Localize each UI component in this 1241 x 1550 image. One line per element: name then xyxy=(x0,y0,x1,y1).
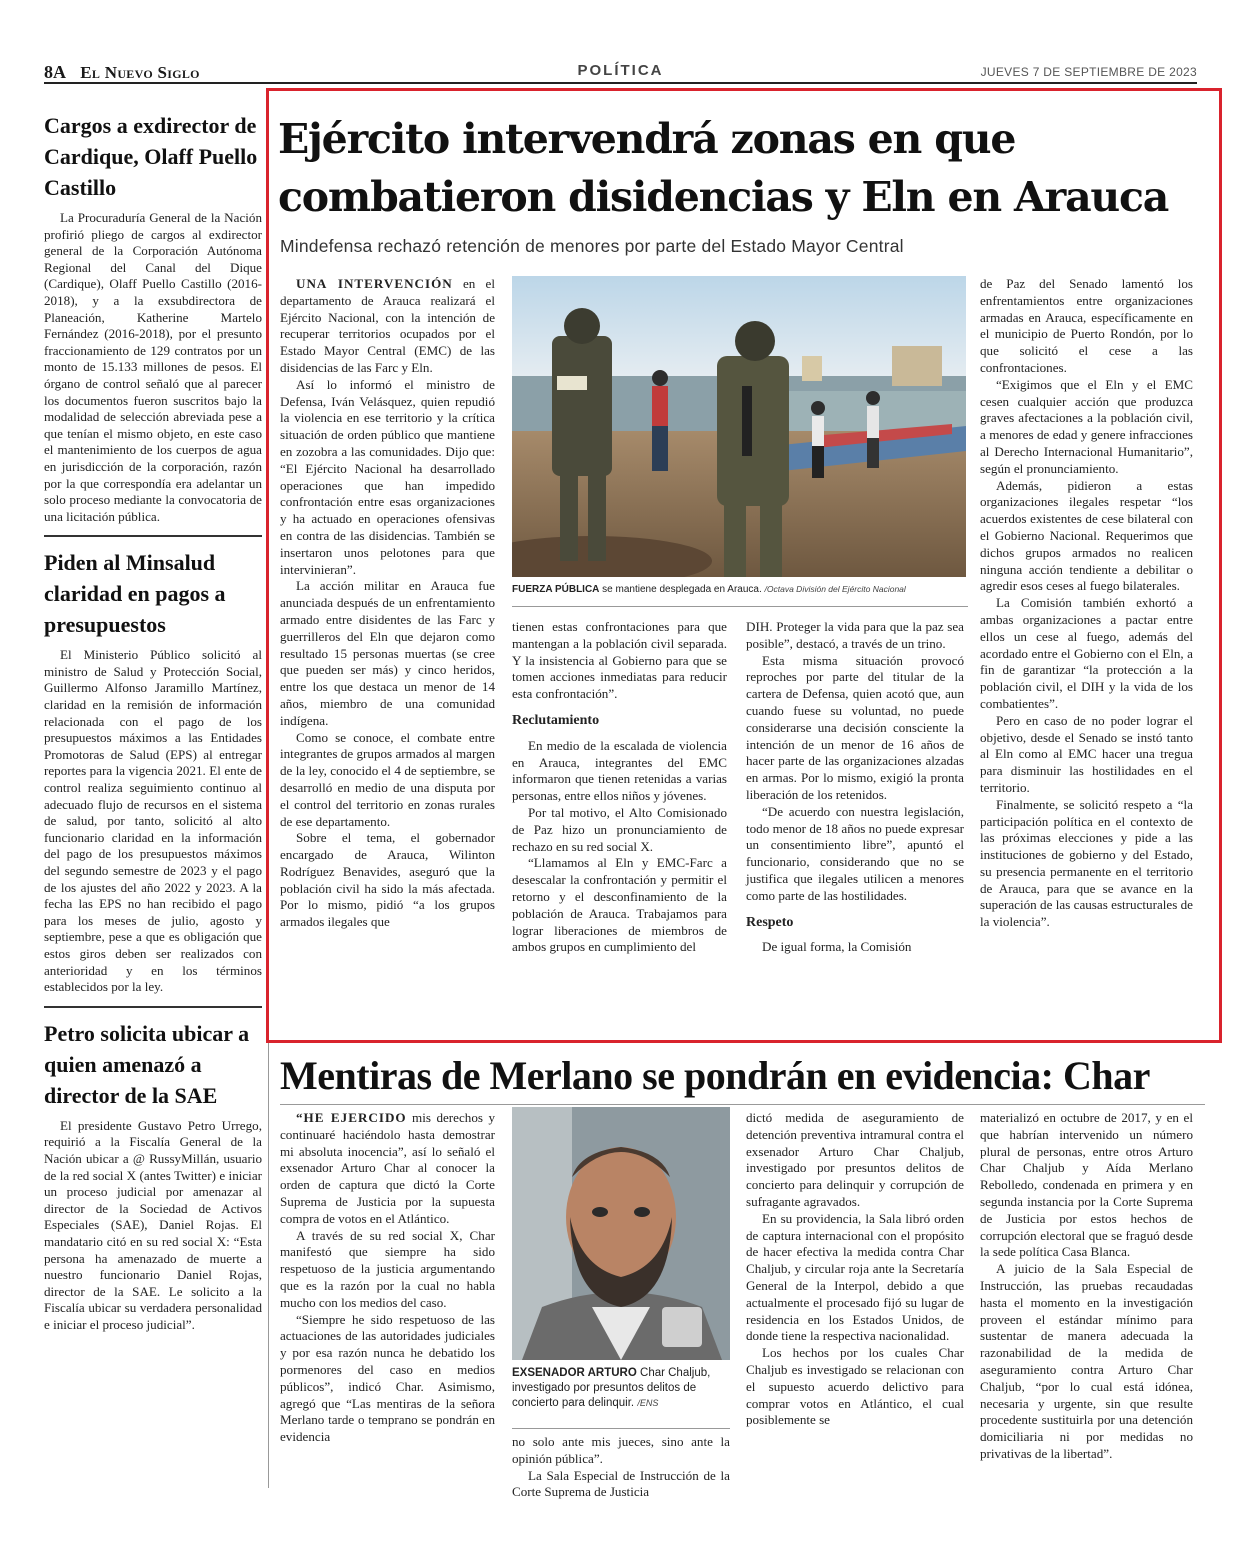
brief-article xyxy=(44,547,262,995)
brief-title: Cargos a exdirector de Cardique, Olaff Puello Castillo xyxy=(44,113,258,200)
article-paragraph xyxy=(280,1312,495,1446)
main-column-3 xyxy=(746,619,964,956)
article-paragraph xyxy=(280,1110,495,1228)
article-paragraph xyxy=(280,730,495,831)
article-paragraph xyxy=(280,1228,495,1312)
paragraph-text: De igual forma, la Comisión xyxy=(762,939,912,955)
article-paragraph xyxy=(746,619,964,653)
article-paragraph xyxy=(512,1434,730,1468)
article-paragraph xyxy=(980,1261,1193,1463)
article-paragraph xyxy=(280,578,495,729)
caption-divider xyxy=(512,1428,730,1429)
brief-body: El presidente Gustavo Petro Urrego, requirió a la Fiscalía General de la Nación ubicar a @ RussyMillán, usuario de la red social X (antes Twitter) e iniciar un proceso judicial por amenazar al director de la Sociedad de Activos Especiales (SAE), Daniel Rojas. El mandatario citó en su red social X: “Esta persona ha amenazado de muerte a nuestro funcionario Daniel Rojas, director de la SAE. Le solicito a la Fiscalía ubicar su verdadera personalidad e iniciar el proceso judicial”. xyxy=(44,1117,262,1332)
paragraph-text: en el departamento de Arauca realizará el Ejército Nacional, con la intención de recuperar territorios ocupados por el Estado Mayor Central (EMC) de las disidencias de las Farc y Eln. xyxy=(280,276,495,375)
paragraph-text: A través de su red social X, Char manifestó que siempre ha sido respetuoso de la justicia argumentando que es la razón por la cual no habla mucho con los medios del caso. xyxy=(280,1227,495,1310)
paragraph-text: En su providencia, la Sala libró orden de captura internacional con el propósito de hacer efectiva la medida contra Char Chaljub, y circular roja ante la Secretaría General de la Interpol, debido a que actualmente el procesado fijó su lugar de residencia en los Estados Unidos, de donde tiene la respectiva nacionalidad. xyxy=(746,1210,964,1344)
paragraph-text: Así lo informó el ministro de Defensa, Iván Velásquez, quien repudió la violencia en ese territorio y la crítica situación de orden público que mantiene en zozobra a las comunidades. Dijo que: “El Ejército Nacional ha desarrollado operaciones que han impedido confrontación entre esas organizaciones y ha actuado en operaciones ofensivas en contra de las disidencias. También se insertaron unos pelotones para que intervinieran”. xyxy=(280,376,495,577)
brief-body: El Ministerio Público solicitó al ministro de Salud y Protección Social, Guillermo Alfonso Jaramillo Martínez, claridad en la remisión de información relacionada con el pago de los presupuestos máximos a las Entidades Promotoras de Salud (EPS) al entregar reportes para la vigencia 2021. El ente de control realiza seguimiento continuo al adecuado flujo de recursos en el sistema de salud, por tanto, solicitó al alto funcionario claridad en la información del pago de los presupuestos máximos del segundo semestre de 2023 y el pago de los ajustes del año 2022 y 2023. A la fecha las EPS no han recibido el pago para los meses de julio, agosto y septiembre, pese a que es obligación que estos giros deben ser realizados con anterioridad y en los términos establecidos por la ley. xyxy=(44,647,262,995)
section-subheading: Reclutamiento xyxy=(512,712,600,728)
paragraph-text: Además, pidieron a estas organizaciones ilegales respetar “los acuerdos existentes de cese bilateral con el Gobierno Nacional. Requerimos que dichos grupos armados no realicen ninguna acción tendiente a debilitar o agredir esos ceses al fuego bilaterales. xyxy=(980,477,1193,594)
brief-body: La Procuraduría General de la Nación profirió pliego de cargos al exdirector general de la Corporación Autónoma Regional del Canal del Dique (Cardique), Olaff Puello Castillo (2016-2018), y a la exsubdirectora de Planeación, Katherine Martelo Fernández (2016-2018), por el presunto fraccionamiento de 129 contratos por un monto de 15.133 millones de pesos. El órgano de control señaló que al parecer los documentos fueron suscritos bajo la modalidad de selección abreviada pese a que tenían el mismo objeto, en este caso el mantenimiento de los cuerpos de agua en jurisdicción de la corporación, razón por la que correspondía era adelantar un solo proceso mediante la convocatoria de una licitación pública. xyxy=(44,210,262,524)
paragraph-text: La acción militar en Arauca fue anunciada después de un enfrentamiento armado entre disidentes de las Farc y guerrilleros del Eln que dejaron como resultado 15 personas muertas (se cree que pueden ser más) y cinco heridos, entre los que destaca un menor de 14 años, miembro de una comunidad indígena. xyxy=(280,578,495,728)
brief-divider xyxy=(44,535,262,537)
article-paragraph xyxy=(280,276,495,377)
main-headline: Ejército intervendrá zonas en que combatieron disidencias y Eln en Arauca xyxy=(278,115,1169,221)
article-paragraph xyxy=(980,478,1193,596)
page-number: 8A xyxy=(44,62,66,82)
issue-date: JUEVES 7 DE SEPTIEMBRE DE 2023 xyxy=(980,65,1197,79)
paragraph-text: En medio de la escalada de violencia en Arauca, integrantes del EMC informaron que tienen retenidas a varias personas, entre ellos niños y jóvenes. xyxy=(512,737,727,804)
main-column-2 xyxy=(512,619,727,956)
article-paragraph xyxy=(980,1110,1193,1261)
main-subheadline: Mindefensa rechazó retención de menores por parte del Estado Mayor Central xyxy=(280,236,904,256)
brief-title: Piden al Minsalud claridad en pagos a presupuestos xyxy=(44,550,226,638)
second-column-2 xyxy=(512,1434,730,1501)
masthead xyxy=(44,62,1197,84)
paragraph-text: Como se conoce, el combate entre integrantes de grupos armados al margen de la ley, conocido el 4 de septiembre, se desarrolló en medio de una disputa por el control del territorio en zonas rurales de ese departamento. xyxy=(280,729,495,829)
newspaper-name: El Nuevo Siglo xyxy=(80,63,200,82)
article-paragraph xyxy=(512,805,727,855)
article-paragraph xyxy=(512,619,727,703)
second-column-1 xyxy=(280,1110,495,1446)
paragraph-text: La Comisión también exhortó a ambas organizaciones a pactar entre ellos un cese al fuego, además del acordado entre el Gobierno con el Eln, a fin de garantizar “la protección a la población civil, el DIH y la vida de los combatientes”. xyxy=(980,595,1193,711)
paragraph-text: Esta misma situación provocó reproches por parte del titular de la cartera de Defensa, quien acotó que, aun cuando fuese su voluntad, no puede considerarse una decisión consciente la intención de un menor de 16 años de hacer parte de las organizaciones alzadas en armas. Por lo mismo, exigió la pronta liberación de los retenidos. xyxy=(746,652,964,802)
article-paragraph xyxy=(980,797,1193,931)
paragraph-text: materializó en octubre de 2017, y en el que habrían intervenido un número plural de personas, entre otros Arturo Char Chaljub y Aída Merlano Rebolledo, condenada en primera y en segunda instancia por la Corte Suprema de Justicia por estos hechos de corrupción electoral que se fraguó desde la sede política Casa Blanca. xyxy=(980,1110,1193,1260)
second-column-4 xyxy=(980,1110,1193,1463)
paragraph-text: “De acuerdo con nuestra legislación, todo menor de 18 años no puede expresar un consentimiento libre”, apuntó el funcionario, considerando que no se justifica que ilegales utilicen a menores como parte de las hostilidades. xyxy=(746,803,964,903)
portrait-photo xyxy=(512,1107,730,1360)
article-paragraph xyxy=(746,1211,964,1345)
paragraph-text: La Sala Especial de Instrucción de la Corte Suprema de Justicia xyxy=(512,1467,730,1500)
brief-divider xyxy=(44,1006,262,1008)
paragraph-text: “Siempre he sido respetuoso de las actuaciones de las autoridades judiciales y por esa razón nunca he debatido los pormenores del caso en medios públicos”, indicó Char. Asimismo, agregó que “Las mentiras de la señora Merlano tarde o temprano se pondrán en evidencia xyxy=(280,1311,495,1445)
portrait-photo-illustration xyxy=(512,1107,730,1360)
paragraph-text: dictó medida de aseguramiento de detención preventiva intramural contra el exsenador Arturo Char Chaljub, investigado por presuntos delitos de concierto para delinquir y corrupción de sufragante agravados. xyxy=(746,1110,964,1209)
caption-lead: EXSENADOR ARTURO xyxy=(512,1367,637,1379)
paragraph-text: Finalmente, se solicitó respeto a “la participación política en el contexto de las próximas elecciones y pide a las instituciones de gobierno y del Estado, su presencia permanente en el territorio de Arauca, para que se avance en la superación de las causas estructurales de la violencia”. xyxy=(980,796,1193,930)
article-paragraph xyxy=(746,653,964,804)
paragraph-text: DIH. Proteger la vida para que la paz sea posible”, destacó, a través de un trino. xyxy=(746,619,964,651)
article-paragraph xyxy=(746,939,964,956)
paragraph-text: tienen estas confrontaciones para que mantengan a la población civil separada. Y la insistencia al Gobierno para que se tomen acciones inmediatas para reducir esta confrontación”. xyxy=(512,619,727,702)
soldiers-photo xyxy=(512,276,966,577)
brief-title: Petro solicita ubicar a quien amenazó a director de la SAE xyxy=(44,1020,250,1108)
paragraph-text: “Llamamos al Eln y EMC-Farc a desescalar la confrontación y permitir el retorno y el desconfinamiento de la población de Arauca. Trabajamos para lograr liberaciones de miembros de ambos grupos en cumplimiento del xyxy=(512,855,727,955)
article-paragraph xyxy=(980,377,1193,478)
article-paragraph xyxy=(980,276,1193,377)
article-paragraph xyxy=(980,713,1193,797)
main-column-4 xyxy=(980,276,1193,931)
caption-divider xyxy=(512,606,968,607)
lead-in: UNA INTERVENCIÓN xyxy=(296,276,453,291)
article-paragraph xyxy=(746,1110,964,1211)
paragraph-text: mis derechos y continuaré haciéndolo hasta demostrar mi absoluta inocencia”, así lo señaló el exsenador Arturo Char al conocer la orden de captura que dictó la Corte Suprema de Justicia por la supuesta compra de votos en el Atlántico. xyxy=(280,1110,495,1226)
main-column-1 xyxy=(280,276,495,931)
section-name: POLÍTICA xyxy=(577,62,664,79)
headline-divider xyxy=(280,1104,1205,1105)
brief-article xyxy=(44,1018,262,1334)
article-paragraph xyxy=(512,855,727,956)
paragraph-text: Sobre el tema, el gobernador encargado de Arauca, Wilinton Rodríguez Benavides, aseguró que la población civil ha sido la más afectada. Por lo mismo, pidió “a los grupos armados ilegales que xyxy=(280,830,495,930)
article-paragraph xyxy=(512,1468,730,1502)
article-paragraph xyxy=(746,1345,964,1429)
article-paragraph xyxy=(746,804,964,905)
photo-caption xyxy=(512,584,966,595)
second-headline: Mentiras de Merlano se pondrán en evidencia: Char xyxy=(280,1053,1150,1098)
article-paragraph xyxy=(512,738,727,805)
portrait-caption xyxy=(512,1366,732,1411)
caption-text: Char Chaljub, investigado por presuntos delitos de concierto para delinquir. xyxy=(512,1367,711,1409)
caption-text: se mantiene desplegada en Arauca. xyxy=(599,584,762,595)
paragraph-text: “Exigimos que el Eln y el EMC cesen cualquier acción que produzca graves afectaciones a la población civil, a menores de edad y genere infracciones al Derecho Internacional Humanitario”, según el pronunciamiento. xyxy=(980,376,1193,476)
photo-credit: /Octava División del Ejército Nacional xyxy=(764,584,906,594)
section-subheading: Respeto xyxy=(746,914,794,930)
paragraph-text: Pero en caso de no poder lograr el objetivo, desde el Senado se instó tanto al Eln como al EMC hacer una tregua para disminuir las hostilidades en el territorio. xyxy=(980,712,1193,795)
paragraph-text: Por tal motivo, el Alto Comisionado de Paz hizo un pronunciamiento de rechazo en su red social X. xyxy=(512,804,727,854)
article-paragraph xyxy=(280,830,495,931)
soldiers-photo-illustration xyxy=(512,276,966,577)
paragraph-text: de Paz del Senado lamentó los enfrentamientos entre organizaciones armadas en Arauca, específicamente en el municipio de Puerto Rondón, por lo que solicitó el cese a las confrontaciones. xyxy=(980,276,1193,375)
paragraph-text: no solo ante mis jueces, sino ante la opinión pública”. xyxy=(512,1434,730,1466)
brief-article xyxy=(44,110,262,525)
second-column-3 xyxy=(746,1110,964,1429)
lead-in: “HE EJERCIDO xyxy=(296,1110,407,1125)
paragraph-text: Los hechos por los cuales Char Chaljub es investigado se relacionan con el supuesto acuerdo delictivo para comprar votos en Atlántico, el cual posiblemente se xyxy=(746,1345,964,1428)
caption-lead: FUERZA PÚBLICA xyxy=(512,584,600,595)
photo-credit: /ENS xyxy=(637,1398,659,1408)
article-paragraph xyxy=(280,377,495,579)
paragraph-text: A juicio de la Sala Especial de Instrucción, las pruebas recaudadas hasta el momento en la investigación proveen el estándar mínimo para sustentar de manera adecuada la razonabilidad de la medida de aseguramiento contra Arturo Char Chaljub, “por lo cual está idónea, necesaria y urgente, sin que resulte procedente sustituirla por una detención domiciliaria ni por medidas no privativas de la libertad”. xyxy=(980,1261,1193,1461)
article-paragraph xyxy=(980,595,1193,713)
sidebar-briefs xyxy=(44,110,262,1343)
